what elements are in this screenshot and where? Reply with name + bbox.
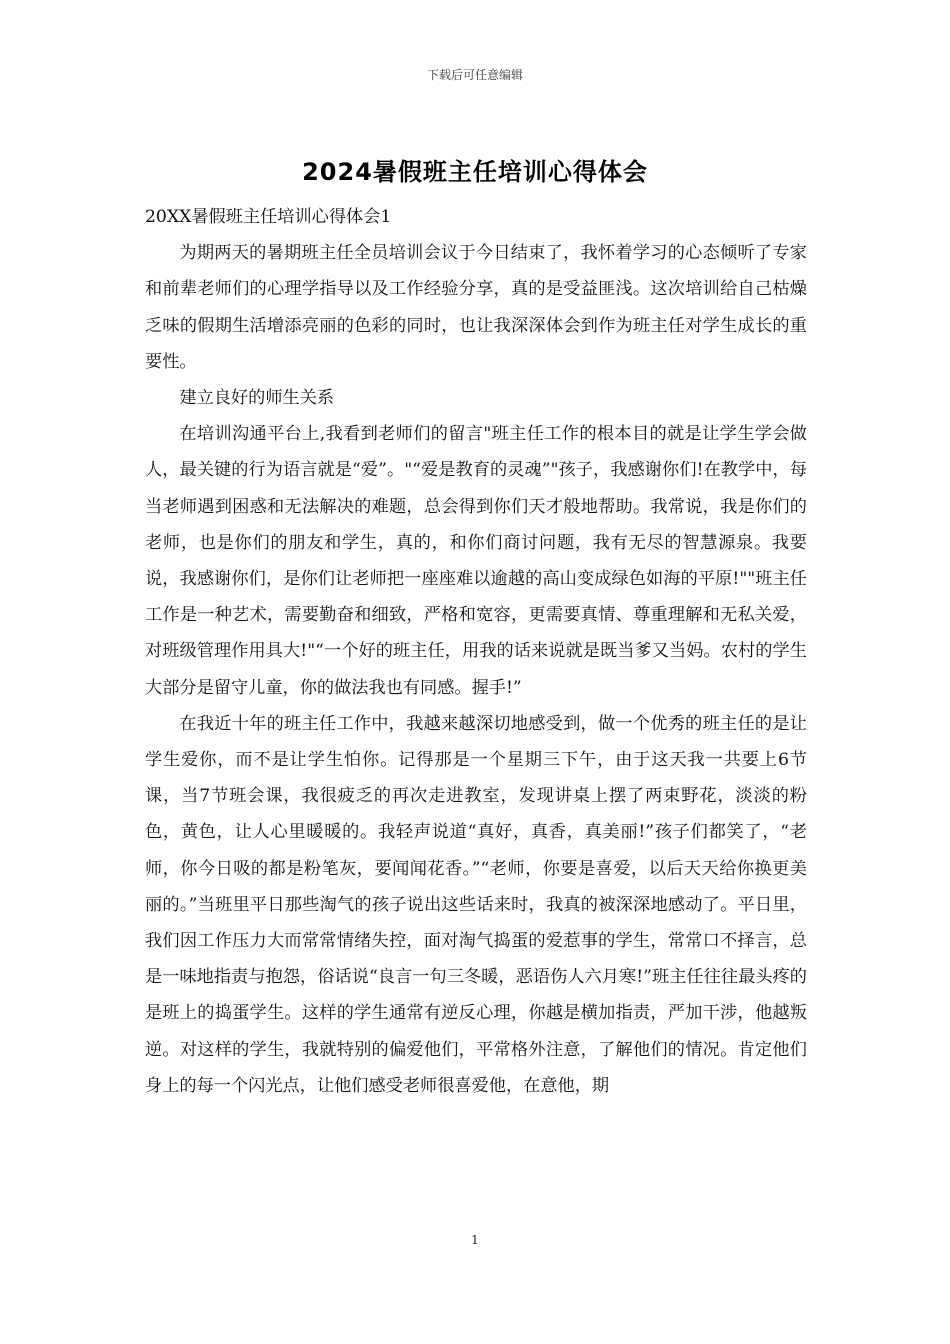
page-header: 下载后可任意编辑	[426, 68, 523, 82]
paragraph: 为期两天的暑期班主任全员培训会议于今日结束了，我怀着学习的心态倾听了专家和前辈老师们的心理学指导以及工作经验分享，真的是受益匪浅。这次培训给自己枯燥乏味的假期生活增添亮丽的色彩的同时，也让我深深体会到作为班主任对学生成长的重要性。	[145, 243, 807, 372]
paragraph: 在我近十年的班主任工作中，我越来越深切地感受到，做一个优秀的班主任的是让学生爱你，而不是让学生怕你。记得那是一个星期三下午，由于这天我一共要上6节课，当7节班会课，我很疲乏的再次走进教室，发现讲桌上摆了两束野花，淡淡的粉色，黄色，让人心里暖暖的。我轻声说道“真好，真香，真美丽!”孩子们都笑了，“老师，你今日吸的都是粉笔灰，要闻闻花香。”“老师，你要是喜爱，以后天天给你换更美丽的。”当班里平日那些淘气的孩子说出这些话来时，我真的被深深地感动了。平日里，我们因工作压力大而常常情绪失控，面对淘气捣蛋的爱惹事的学生，常常口不择言，总是一味地指责与抱怨，俗话说“良言一句三冬暖，恶语伤人六月寒!”班主任往往最头疼的是班上的捣蛋学生。这样的学生通常有逆反心理，你越是横加指责，严加干涉，他越叛逆。对这样的学生，我就特别的偏爱他们，平常格外注意，了解他们的情况。肯定他们身上的每一个闪光点，让他们感受老师很喜爱他，在意他，期	[145, 713, 807, 1096]
paragraph: 在培训沟通平台上,我看到老师们的留言"班主任工作的根本目的就是让学生学会做人，最关键的行为语言就是“爱”。"“爱是教育的灵魂”"孩子，我感谢你们!在教学中，每当老师遇到困惑和无法解决的难题，总会得到你们天才般地帮助。我常说，我是你们的老师，也是你们的朋友和学生，真的，和你们商讨问题，我有无尽的智慧源泉。我要说，我感谢你们，是你们让老师把一座座难以逾越的高山变成绿色如海的平原!""班主任工作是一种艺术，需要勤奋和细致，严格和宽容，更需要真情、尊重理解和无私关爱，对班级管理作用具大!"“一个好的班主任，用我的话来说就是既当爹又当妈。农村的学生大部分是留守儿童，你的做法我也有同感。握手!”	[145, 424, 807, 698]
section-heading: 20XX暑假班主任培训心得体会1	[145, 207, 392, 227]
document-title: 2024暑假班主任培训心得体会	[302, 158, 648, 186]
page-number: 1	[471, 1233, 479, 1247]
document-body	[145, 199, 807, 1104]
paragraph: 建立良好的师生关系	[179, 388, 335, 409]
